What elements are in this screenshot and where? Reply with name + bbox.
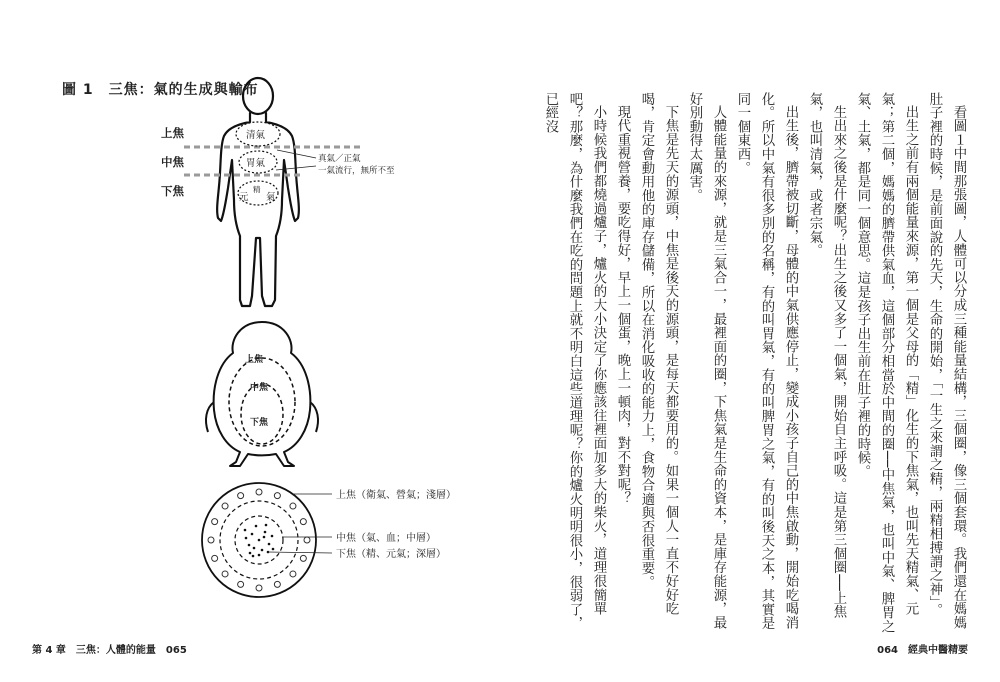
body-paragraph: 生出來之後是什麼呢？出生之後又多了一個氣，開始自主呼吸。這是第三個圈──上焦氣，也叫清氣，或者宗氣。 <box>807 92 846 620</box>
yuan-label: 元 <box>239 192 249 203</box>
inner-dot <box>258 539 261 542</box>
inner-dot <box>248 544 251 547</box>
inner-dot <box>251 533 254 536</box>
tumbler-label-middle: 中焦 <box>250 383 269 393</box>
inner-dot <box>253 547 256 550</box>
body-paragraph: 出生之前有兩個能量來源，第一個是父母的「精」化生的下焦氣，也叫先天精氣、元氣；第二個，媽媽的臍帶供氣血，這個部分相當於中間的圈──中焦氣，也叫中氣、脾胃之氣、土氣，都是同一個意思。這是孩子出生前在肚子裡的時候。 <box>855 92 918 634</box>
inner-dot <box>265 524 268 527</box>
body-paragraph: 現代重視營養，要吃得好，早上一個蛋，晚上一頓肉，對不對呢？ <box>615 105 630 506</box>
tumbler-label-upper: 上焦 <box>245 355 264 365</box>
outer-ring-dot <box>212 519 218 525</box>
qing-qi-label: 清氣 <box>246 130 266 141</box>
body-paragraph: 小時候我們都燒過爐子，爐火的大小決定了你應該往裡面加多大的柴火，道理很簡單吧？那麼，為什麼我們在吃的問題上就不明白這些道理呢？你的爐火明明很小，很弱了，已經沒 <box>543 92 606 631</box>
outer-ring-dot <box>238 493 244 499</box>
outer-ring-dot <box>212 555 218 561</box>
inner-dot <box>263 536 266 539</box>
wei-qi-label: 胃氣 <box>246 158 266 169</box>
outer-ring-dot <box>300 519 306 525</box>
inner-dot <box>261 549 264 552</box>
inner-dot <box>244 529 247 532</box>
circle-label-middle: 中焦（氣、血；中層） <box>336 533 436 544</box>
outer-ring-dot <box>300 555 306 561</box>
outer-ring-dot <box>208 537 214 543</box>
annotation-true-qi: 真氣／正氣 <box>318 154 361 164</box>
outer-ring-dot <box>290 571 296 577</box>
outer-ring-dot <box>222 503 228 509</box>
tumbler-label-lower: 下焦 <box>250 418 269 428</box>
outer-ring-dot <box>256 585 262 591</box>
body-paragraph: 看圖１中間那張圖，人體可以分成三種能量結構，三個圈，像三個套環。我們還在媽媽肚子裡的時候，是前面說的先天，生命的開始，「一生之來謂之精，兩精相搏謂之神」。 <box>927 92 966 630</box>
body-label-lower: 下焦 <box>161 184 184 198</box>
outer-ring-dot <box>238 581 244 587</box>
footer-left: 第 4 章 三焦：人體的能量 065 <box>32 645 187 656</box>
vertical-body-text <box>510 92 970 637</box>
outer-ring-dot <box>290 503 296 509</box>
inner-dot <box>249 552 252 555</box>
circle-label-lower: 下焦（精、元氣；深層） <box>336 549 446 560</box>
inner-dot <box>255 525 258 528</box>
inner-dot <box>271 535 274 538</box>
footer-right: 064 經典中醫精要 <box>877 645 968 656</box>
inner-dot <box>272 548 275 551</box>
annotation-flow: 一氣流行，無所不至 <box>318 166 395 176</box>
jing-label: 精 <box>253 185 261 194</box>
inner-dot <box>268 543 271 546</box>
body-paragraph: 人體能量的來源，就是三氣合一，最裡面的圈，下焦氣是生命的資本，是庫存能源，最好別動得太厲害。 <box>687 92 726 630</box>
qi-label: 氣 <box>266 192 276 203</box>
inner-dot <box>245 537 248 540</box>
outer-ring-dot <box>274 581 280 587</box>
circle-label-upper: 上焦（衛氣、營氣；淺層） <box>336 490 456 501</box>
body-label-middle: 中焦 <box>161 155 184 169</box>
figure-title: 圖 1 三焦：氣的生成與輸布 <box>62 82 259 98</box>
inner-dot <box>264 531 267 534</box>
body-paragraph: 出生後，臍帶被切斷，母體的中氣供應停止，變成小孩子自己的中焦啟動，開始吃喝消化。所以中氣有很多別的名稱，有的叫胃氣，有的叫脾胃之氣，有的叫後天之本，其實是同一個東西。 <box>735 92 798 631</box>
right-page <box>500 0 1000 682</box>
outer-ring-dot <box>256 489 262 495</box>
outer-ring-dot <box>274 493 280 499</box>
body-paragraph: 下焦是先天的源頭，中焦是後天的源頭，是每天都要用的。如果一個人一直不好好吃喝，肯定會動用他的庫存儲備，所以在消化吸收的能力上，食物合適與否很重要。 <box>639 92 678 616</box>
body-label-upper: 上焦 <box>161 126 184 140</box>
inner-dot <box>252 555 255 558</box>
outer-ring-dot <box>304 537 310 543</box>
outer-ring-dot <box>222 571 228 577</box>
inner-dot <box>258 554 261 557</box>
